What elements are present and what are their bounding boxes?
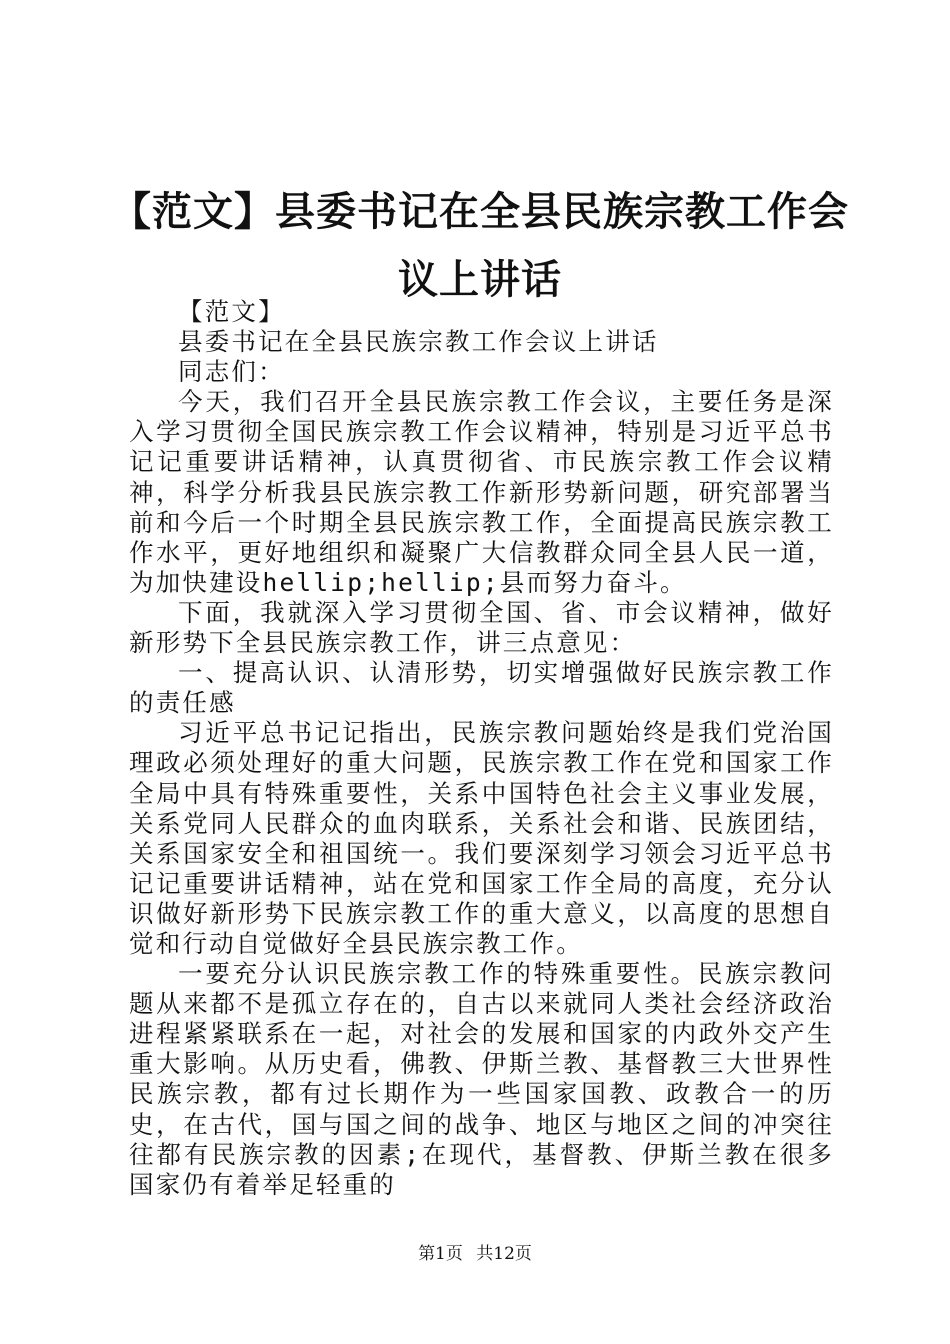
section-heading: 一、提高认识、认清形势，切实增强做好民族宗教工作的责任感 bbox=[129, 658, 834, 718]
document-body bbox=[129, 297, 834, 1200]
page-footer bbox=[0, 1242, 950, 1266]
paragraph-tag: 【范文】 bbox=[178, 297, 285, 326]
paragraph: 今天，我们召开全县民族宗教工作会议，主要任务是深入学习贯彻全国民族宗教工作会议精神，特别是习近平总书记记重要讲话精神，认真贯彻省、市民族宗教工作会议精神，科学分析我县民族宗教工作新形势新问题，研究部署当前和今后一个时期全县民族宗教工作，全面提高民族宗教工作水平，更好地组织和凝聚广大信教群众同全县人民一道，为加快建设hellip;hellip;县而努力奋斗。 bbox=[129, 387, 834, 597]
paragraph: 习近平总书记记指出，民族宗教问题始终是我们党治国理政必须处理好的重大问题，民族宗教工作在党和国家工作全局中具有特殊重要性，关系中国特色社会主义事业发展，关系党同人民群众的血肉联系，关系社会和谐、民族团结，关系国家安全和祖国统一。我们要深刻学习领会习近平总书记记重要讲话精神，站在党和国家工作全局的高度，充分认识做好新形势下民族宗教工作的重大意义，以高度的思想自觉和行动自觉做好全县民族宗教工作。 bbox=[129, 718, 834, 958]
page-number: 第1页 bbox=[418, 1244, 463, 1264]
paragraph: 一要充分认识民族宗教工作的特殊重要性。民族宗教问题从来都不是孤立存在的，自古以来就同人类社会经济政治进程紧紧联系在一起，对社会的发展和国家的内政外交产生重大影响。从历史看，佛教、伊斯兰教、基督教三大世界性民族宗教，都有过长期作为一些国家国教、政教合一的历史，在古代，国与国之间的战争、地区与地区之间的冲突往往都有民族宗教的因素;在现代，基督教、伊斯兰教在很多国家仍有着举足轻重的 bbox=[129, 959, 834, 1199]
paragraph: 下面，我就深入学习贯彻全国、省、市会议精神，做好新形势下全县民族宗教工作，讲三点意见： bbox=[129, 597, 834, 658]
paragraph-subtitle: 县委书记在全县民族宗教工作会议上讲话 bbox=[178, 327, 659, 357]
page-total: 共12页 bbox=[476, 1244, 532, 1264]
paragraph-salutation: 同志们： bbox=[178, 357, 285, 387]
document-title: 【范文】县委书记在全县民族宗教工作会议上讲话 bbox=[111, 188, 849, 303]
